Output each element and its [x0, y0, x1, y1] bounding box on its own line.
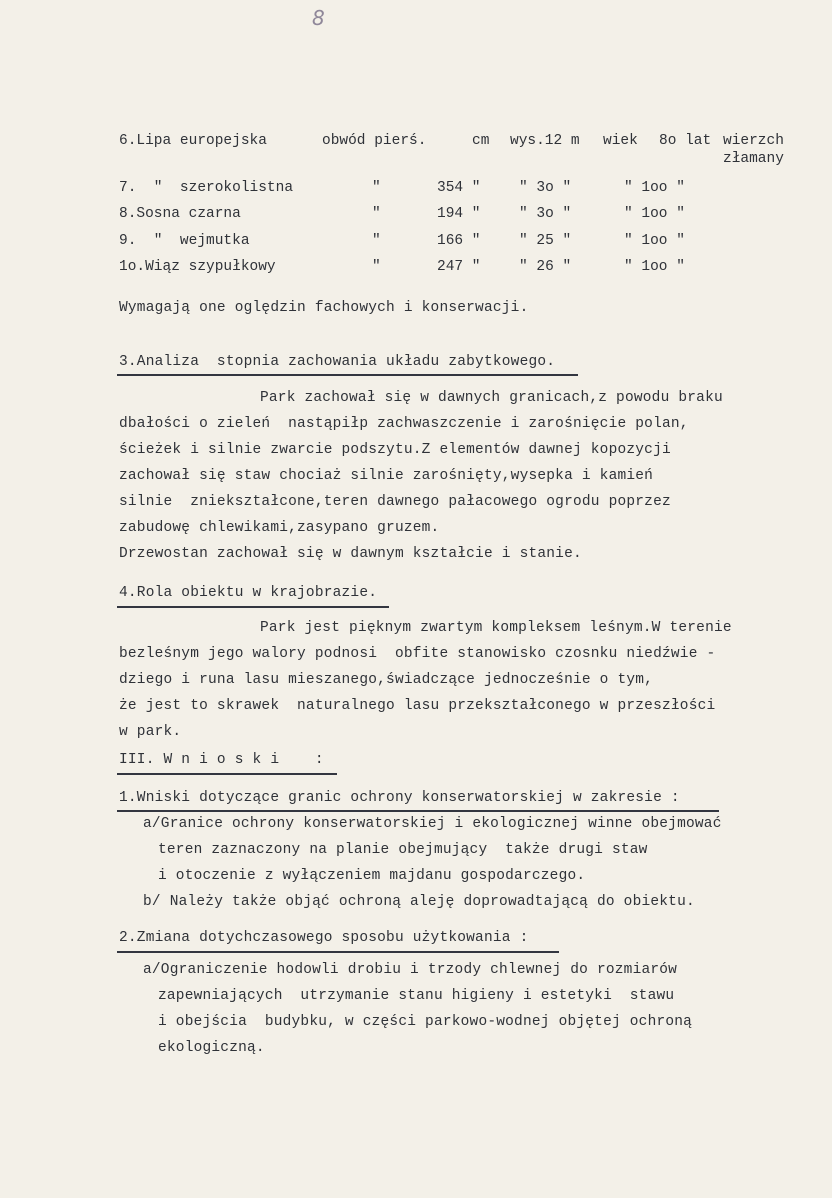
ditto-mark: ": [372, 259, 381, 275]
age-value: 8o lat: [659, 133, 712, 149]
note-line: złamany: [723, 151, 784, 167]
note-paragraph: Wymagają one oględzin fachowych i konserwacji.: [119, 300, 529, 316]
paragraph-line: Park zachował się w dawnych granicach,z powodu braku: [260, 390, 723, 406]
height-value: " 3o ": [519, 206, 572, 222]
paragraph-line: ścieżek i silnie zwarcie podszytu.Z elementów dawnej kopozycji: [119, 442, 671, 458]
tree-name: 6.Lipa europejska: [119, 133, 267, 149]
circumference-unit: cm: [472, 133, 490, 149]
ditto-mark: ": [372, 180, 381, 196]
ditto-mark: ": [372, 233, 381, 249]
circumference-value: 247 ": [437, 259, 481, 275]
height-value: " 26 ": [519, 259, 572, 275]
ditto-mark: ": [372, 206, 381, 222]
circumference-value: 194 ": [437, 206, 481, 222]
height-label: wys.12 m: [510, 133, 580, 149]
section-heading: 3.Analiza stopnia zachowania układu zabytkowego.: [119, 354, 556, 370]
paragraph-line: Park jest pięknym zwartym kompleksem leśnym.W terenie: [260, 620, 732, 636]
page-number: 8: [312, 6, 325, 30]
heading-underline: [117, 606, 389, 608]
subsection-heading: 1.Wniski dotyczące granic ochrony konserwatorskiej w zakresie :: [119, 790, 680, 806]
subsection-heading: 2.Zmiana dotychczasowego sposobu użytkowania :: [119, 930, 529, 946]
age-value: " 1oo ": [624, 206, 685, 222]
circumference-value: 166 ": [437, 233, 481, 249]
age-value: " 1oo ": [624, 233, 685, 249]
circumference-label: obwód pierś.: [322, 133, 427, 149]
section-heading: 4.Rola obiektu w krajobrazie.: [119, 585, 378, 601]
note-line: wierzch: [723, 133, 784, 149]
section-heading: III. W n i o s k i :: [119, 752, 324, 768]
heading-underline: [117, 951, 559, 953]
paragraph-line: zabudowę chlewikami,zasypano gruzem.: [119, 520, 440, 536]
paragraph-line: w park.: [119, 724, 182, 740]
paragraph-line: silnie zniekształcone,teren dawnego pałacowego ogrodu poprzez: [119, 494, 671, 510]
height-value: " 25 ": [519, 233, 572, 249]
paragraph-line: dbałości o zieleń nastąpiłp zachwaszczenie i zarośnięcie polan,: [119, 416, 689, 432]
tree-name: 9. " wejmutka: [119, 233, 250, 249]
tree-name: 8.Sosna czarna: [119, 206, 241, 222]
heading-underline: [117, 810, 719, 812]
paragraph-line: i otoczenie z wyłączeniem majdanu gospodarczego.: [158, 868, 586, 884]
heading-underline: [117, 374, 578, 376]
circumference-value: 354 ": [437, 180, 481, 196]
paragraph-line: ekologiczną.: [158, 1040, 265, 1056]
paragraph-line: a/Ograniczenie hodowli drobiu i trzody chlewnej do rozmiarów: [143, 962, 678, 978]
heading-underline: [117, 773, 337, 775]
paragraph-line: zachował się staw chociaż silnie zarośnięty,wysepka i kamień: [119, 468, 654, 484]
tree-name: 1o.Wiąz szypułkowy: [119, 259, 276, 275]
height-value: " 3o ": [519, 180, 572, 196]
paragraph-line: że jest to skrawek naturalnego lasu przekształconego w przeszłości: [119, 698, 716, 714]
paragraph-line: dziego i runa lasu mieszanego,świadczące jednocześnie o tym,: [119, 672, 654, 688]
age-label: wiek: [603, 133, 638, 149]
tree-name: 7. " szerokolistna: [119, 180, 294, 196]
paragraph-line: i obejścia budybku, w części parkowo-wodnej objętej ochroną: [158, 1014, 693, 1030]
paragraph-line: a/Granice ochrony konserwatorskiej i ekologicznej winne obejmować: [143, 816, 722, 832]
paragraph-line: Drzewostan zachował się w dawnym kształcie i stanie.: [119, 546, 582, 562]
paragraph-line: b/ Należy także objąć ochroną aleję doprowadtającą do obiektu.: [143, 894, 695, 910]
age-value: " 1oo ": [624, 180, 685, 196]
paragraph-line: zapewniających utrzymanie stanu higieny i estetyki stawu: [158, 988, 675, 1004]
paragraph-line: teren zaznaczony na planie obejmujący także drugi staw: [158, 842, 648, 858]
age-value: " 1oo ": [624, 259, 685, 275]
paragraph-line: bezleśnym jego walory podnosi obfite stanowisko czosnku niedźwie -: [119, 646, 716, 662]
